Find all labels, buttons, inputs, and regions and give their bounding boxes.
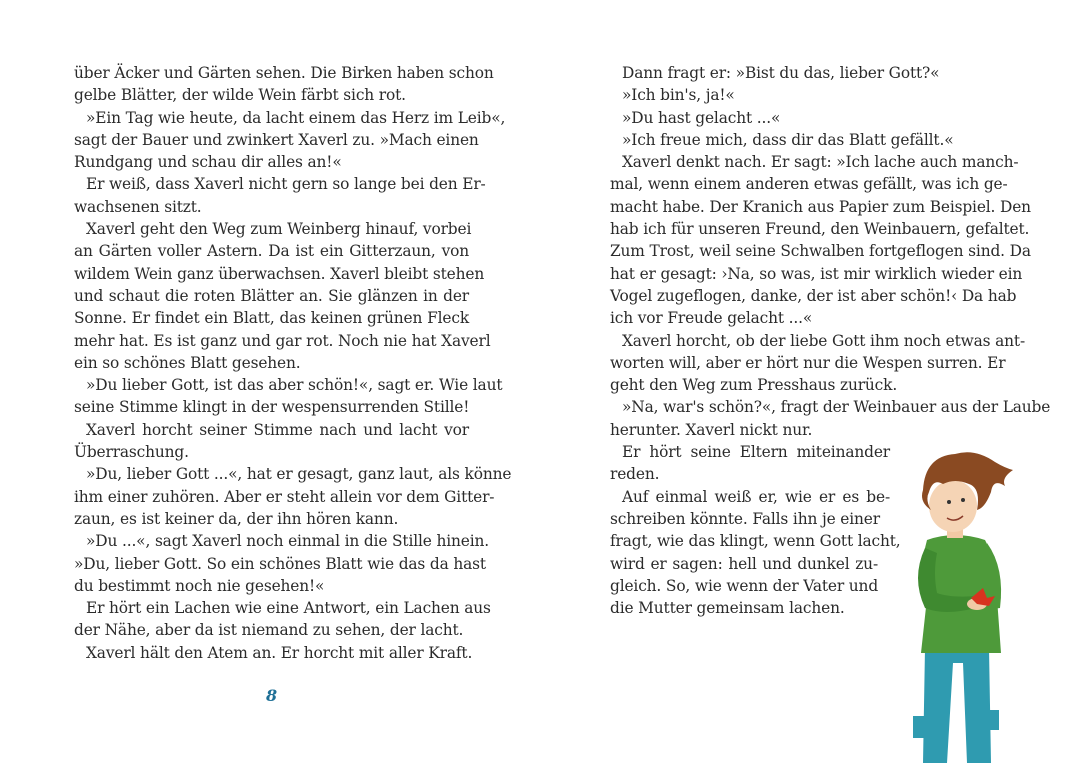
text-line: wildem Wein ganz überwachsen. Xaverl bleibt stehen <box>74 264 485 283</box>
text-line: »Du, lieber Gott ...«, hat er gesagt, ganz laut, als könne <box>86 465 512 484</box>
text-line: an Gärten voller Astern. Da ist ein Gitterzaun, von <box>74 242 469 261</box>
page-number: 8 <box>266 686 278 705</box>
text-line: reden. <box>610 465 660 484</box>
text-line: Zum Trost, weil seine Schwalben fortgeflogen sind. Da <box>610 242 1031 261</box>
boy-head <box>922 452 1013 538</box>
text-line: Xaverl denkt nach. Er sagt: »Ich lache auch manch- <box>622 153 1019 172</box>
text-line: sagt der Bauer und zwinkert Xaverl zu. »Mach einen <box>74 130 479 149</box>
text-line: über Äcker und Gärten sehen. Die Birken haben schon <box>74 64 494 82</box>
text-line: zaun, es ist keiner da, der ihn hören kann. <box>74 509 399 528</box>
text-line: seine Stimme klingt in der wespensurrenden Stille! <box>74 398 470 417</box>
text-line: Er hört seine Eltern miteinander <box>622 443 890 462</box>
text-line: Xaverl geht den Weg zum Weinberg hinauf, vorbei <box>86 220 472 239</box>
text-line: ihm einer zuhören. Aber er steht allein vor dem Gitter- <box>74 487 495 506</box>
text-line: ein so schönes Blatt gesehen. <box>74 353 301 372</box>
text-line: »Ich bin's, ja!« <box>622 86 735 105</box>
text-line: gelbe Blätter, der wilde Wein färbt sich rot. <box>74 86 406 105</box>
left-page <box>74 62 512 664</box>
text-line: Er hört ein Lachen wie eine Antwort, ein Lachen aus <box>86 599 491 618</box>
text-line: mehr hat. Es ist ganz und gar rot. Noch nie hat Xaverl <box>74 331 491 350</box>
text-line: macht habe. Der Kranich aus Papier zum Beispiel. Den <box>610 197 1031 216</box>
text-line: wachsenen sitzt. <box>74 197 202 216</box>
text-line: Überraschung. <box>74 443 189 462</box>
text-line: »Du lieber Gott, ist das aber schön!«, sagt er. Wie laut <box>86 376 503 395</box>
text-line: Xaverl hält den Atem an. Er horcht mit aller Kraft. <box>86 643 473 662</box>
text-line: »Du, lieber Gott. So ein schönes Blatt wie das da hast <box>74 554 486 573</box>
text-line: herunter. Xaverl nickt nur. <box>610 420 813 439</box>
boy-sweater <box>918 535 1001 653</box>
text-line: »Na, war's schön?«, fragt der Weinbauer aus der Laube <box>622 398 1051 417</box>
text-line: schreiben könnte. Falls ihn je einer <box>610 509 880 528</box>
text-line: Auf einmal weiß er, wie er es be- <box>622 487 890 506</box>
text-line: Xaverl horcht seiner Stimme nach und lacht vor <box>86 420 469 439</box>
text-line: mal, wenn einem anderen etwas gefällt, was ich ge- <box>610 175 1008 194</box>
text-line: worten will, aber er hört nur die Wespen surren. Er <box>610 353 1006 372</box>
text-line: »Du hast gelacht ...« <box>622 108 781 127</box>
text-line: ich vor Freude gelacht ...« <box>610 309 813 328</box>
text-line: Xaverl horcht, ob der liebe Gott ihm noch etwas ant- <box>622 331 1026 350</box>
text-line: der Nähe, aber da ist niemand zu sehen, der lacht. <box>74 621 464 640</box>
text-line: Er weiß, dass Xaverl nicht gern so lange bei den Er- <box>86 175 486 194</box>
text-line: Rundgang und schau dir alles an!« <box>74 153 342 172</box>
text-line: fragt, wie das klingt, wenn Gott lacht, <box>610 532 901 551</box>
boy-illustration <box>905 448 1020 763</box>
text-line: die Mutter gemeinsam lachen. <box>610 599 845 618</box>
text-line: »Ein Tag wie heute, da lacht einem das Herz im Leib«, <box>86 108 506 127</box>
text-line: »Du ...«, sagt Xaverl noch einmal in die Stille hinein. <box>86 532 490 551</box>
boy-legs <box>913 648 999 763</box>
text-line: und schaut die roten Blätter an. Sie glänzen in der <box>74 286 469 305</box>
text-line: du bestimmt noch nie gesehen!« <box>74 576 325 595</box>
text-line: hat er gesagt: ›Na, so was, ist mir wirklich wieder ein <box>610 264 1023 283</box>
text-line: Vogel zugeflogen, danke, der ist aber schön!‹ Da hab <box>610 286 1017 305</box>
text-line: geht den Weg zum Presshaus zurück. <box>610 376 898 395</box>
text-line: gleich. So, wie wenn der Vater und <box>610 576 879 595</box>
text-line: Sonne. Er findet ein Blatt, das keinen grünen Fleck <box>74 309 469 328</box>
text-line: Dann fragt er: »Bist du das, lieber Gott?« <box>622 64 940 82</box>
text-line: wird er sagen: hell und dunkel zu- <box>610 554 878 573</box>
text-line: »Ich freue mich, dass dir das Blatt gefällt.« <box>622 130 954 149</box>
text-line: hab ich für unseren Freund, den Weinbauern, gefaltet. <box>610 220 1030 239</box>
